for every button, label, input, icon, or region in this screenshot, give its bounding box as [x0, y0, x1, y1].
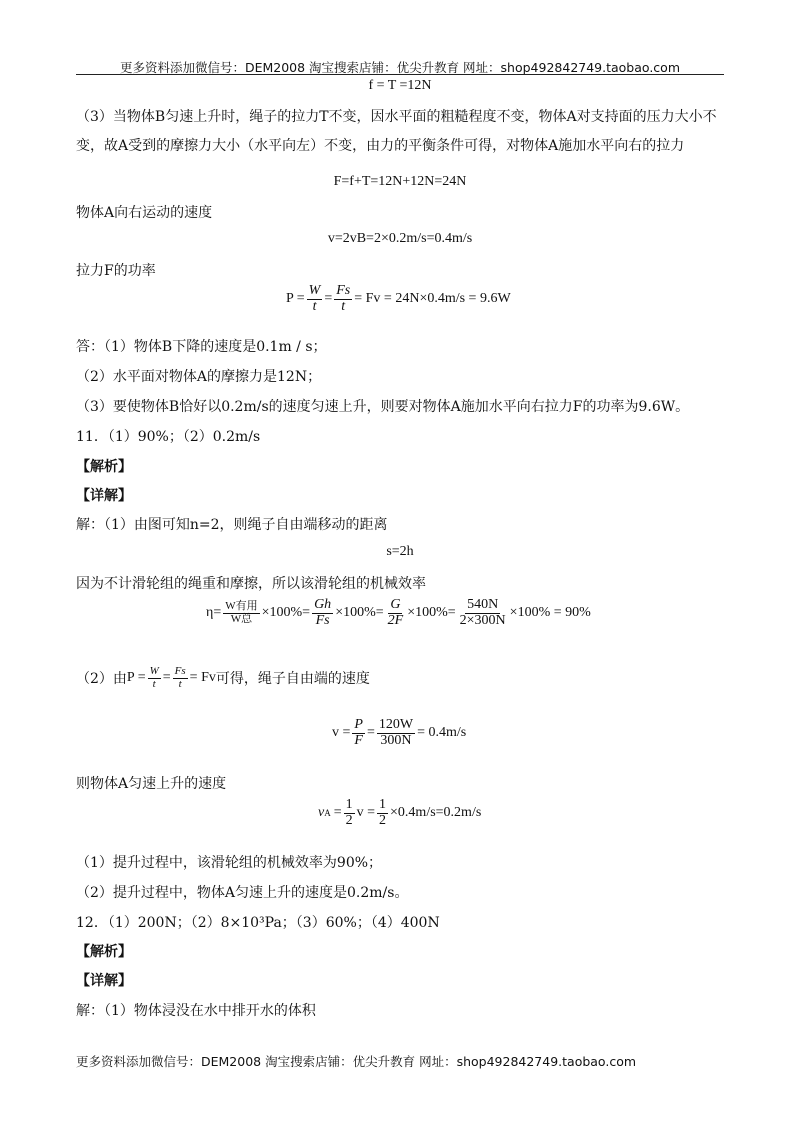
question-11-answer: 11．（1）90%；（2）0.2m/s: [76, 429, 261, 445]
denominator: 2: [379, 812, 387, 828]
eq-rest: = 0.4m/s: [417, 725, 467, 741]
eq-sign: =: [162, 670, 171, 686]
fraction-one-half: [344, 798, 355, 828]
equation-velocity-A: [318, 798, 481, 828]
fraction-p-over-f: [352, 718, 365, 748]
eq-lhs: P =: [126, 670, 146, 686]
equation-pull-force: F=f+T=12N+12N=24N: [333, 174, 467, 189]
eq-lhs: v: [318, 805, 325, 821]
numerator: W: [308, 283, 321, 298]
eq-rest: ×100% = 90%: [509, 605, 591, 621]
denominator: t: [341, 298, 346, 314]
solution-11-line2: 因为不计滑轮组的绳重和摩擦，所以该滑轮组的机械效率: [76, 576, 426, 592]
line-velocity-A: 物体A向右运动的速度: [76, 205, 213, 221]
numerator: 540N: [467, 597, 499, 612]
eq-mid: ×100%=: [407, 605, 456, 621]
denominator: 2F: [387, 612, 404, 628]
answer-11-2: （2）提升过程中，物体A匀速上升的速度是0.2m/s。: [76, 885, 409, 901]
numerator: P: [354, 717, 363, 732]
fraction-w-over-t: [307, 284, 323, 314]
question-12-answer: 12．（1）200N；（2）8×10³Pa；（3）60%；（4）400N: [76, 915, 440, 931]
numerator: Gh: [314, 597, 332, 612]
fraction-g-over-2f: [386, 598, 406, 628]
solution-11-line1: 解：（1）由图可知n=2，则绳子自由端移动的距离: [76, 517, 388, 533]
numerator: 120W: [378, 717, 414, 732]
solution-11-line3: [76, 666, 370, 690]
paragraph-part3: （3）当物体B匀速上升时，绳子的拉力T不变，因水平面的粗糙程度不变，物体A对支持面的压力大小不变，故A受到的摩擦力大小（水平向左）不变，由力的平衡条件可得，对物体A施加水平向右的拉力: [76, 109, 717, 154]
equation-power: [286, 284, 511, 314]
eq-lhs: η=: [206, 605, 222, 621]
denominator: t: [312, 298, 317, 314]
answer-2: （2）水平面对物体A的摩擦力是12N；: [76, 369, 322, 385]
denominator: 2×300N: [459, 612, 506, 628]
denominator: t: [178, 677, 182, 690]
fraction-one-half: [377, 798, 388, 828]
denominator: 2: [345, 812, 353, 828]
eq-rest: = Fv: [189, 670, 216, 686]
equation-s: s=2h: [386, 544, 414, 559]
numerator: W: [149, 665, 159, 677]
denominator: t: [152, 677, 156, 690]
eq-lhs: P =: [286, 291, 305, 307]
numerator: Fs: [336, 283, 351, 298]
equation-f-equals-T: f = T =12N: [368, 78, 432, 93]
denominator: F: [354, 732, 363, 748]
fraction-fs-over-t: [173, 666, 188, 690]
denominator: W总: [230, 612, 253, 625]
eq-sign: =: [366, 725, 375, 741]
solution-11-line4: 则物体A匀速上升的速度: [76, 776, 227, 792]
fraction-values: [458, 598, 508, 628]
equation-velocity: v=2vB=2×0.2m/s=0.4m/s: [327, 231, 473, 246]
line-power: 拉力F的功率: [76, 263, 156, 279]
answer-3: （3）要使物体B恰好以0.2m/s的速度匀速上升，则要对物体A施加水平向右拉力F的功率为9.6W。: [76, 399, 690, 415]
eq-sign: =: [333, 805, 342, 821]
header-divider: [76, 74, 724, 75]
answer-11-1: （1）提升过程中，该滑轮组的机械效率为90%；: [76, 855, 383, 871]
section-detail: 【详解】: [76, 973, 132, 989]
fraction-w-over-t: [148, 666, 161, 690]
section-analysis: 【解析】: [76, 459, 132, 475]
numerator: Fs: [174, 665, 186, 677]
subscript: A: [324, 808, 331, 819]
numerator: G: [390, 597, 401, 612]
denominator: Fs: [315, 612, 330, 628]
equation-rope-velocity: [332, 718, 466, 748]
eq-mid: v =: [356, 805, 376, 821]
eq-rest: ×0.4m/s=0.2m/s: [390, 805, 482, 821]
numerator: 1: [345, 797, 353, 812]
solution-12-line1: 解：（1）物体浸没在水中排开水的体积: [76, 1003, 316, 1019]
denominator: 300N: [380, 732, 412, 748]
eq-lhs: v =: [332, 725, 351, 741]
fraction-gh-over-fs: [312, 598, 333, 628]
page-header: 更多资料添加微信号：DEM2008 淘宝搜索店铺：优尖升教育 网址：shop492842749.taobao.com: [119, 60, 681, 75]
eq-rest: = Fv = 24N×0.4m/s = 9.6W: [354, 291, 511, 307]
fraction-fs-over-t: [334, 284, 352, 314]
text-post: 可得，绳子自由端的速度: [215, 671, 370, 688]
eq-mid: ×100%=: [261, 605, 311, 621]
eq-mid: ×100%=: [335, 605, 384, 621]
text-pre: （2）由: [76, 671, 127, 688]
page-footer: 更多资料添加微信号：DEM2008 淘宝搜索店铺：优尖升教育 网址：shop492842749.taobao.com: [76, 1054, 637, 1069]
numerator: W有用: [225, 600, 258, 613]
section-analysis: 【解析】: [76, 944, 132, 960]
numerator: 1: [379, 797, 387, 812]
inline-equation-power: [127, 666, 216, 690]
fraction-values: [377, 718, 415, 748]
fraction-useful-over-total: [223, 601, 259, 625]
section-detail: 【详解】: [76, 488, 132, 504]
eq-sign: =: [324, 291, 333, 307]
answer-1: 答：（1）物体B下降的速度是0.1m / s；: [76, 339, 327, 355]
equation-efficiency: [206, 598, 591, 628]
